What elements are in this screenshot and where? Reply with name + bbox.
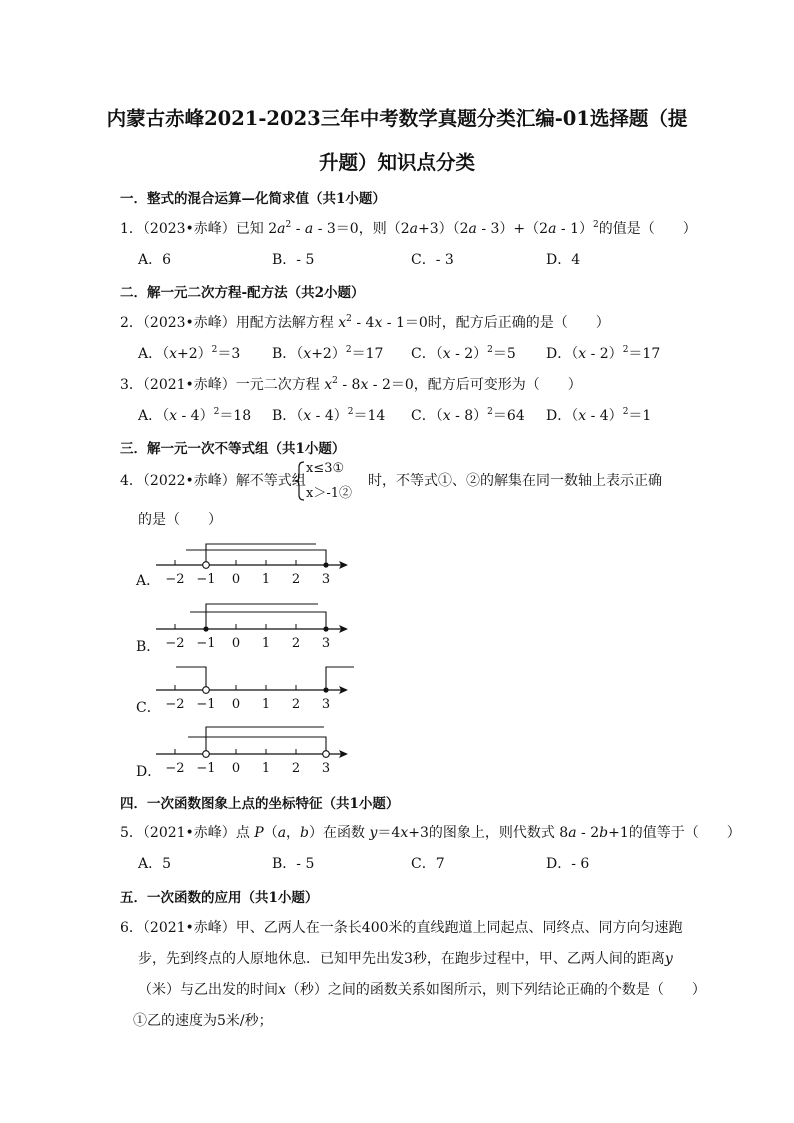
q4-option-d-label[interactable]: D． [136,764,162,780]
q5-text: ）在函数 [309,825,370,841]
opt-text: +2） [177,346,212,362]
q5-text: - 2 [576,825,600,841]
tick-label: −2 [165,636,185,651]
opt-text: - 4） [177,408,214,424]
opt-text: - 4） [586,408,623,424]
q5-option-d[interactable]: D．- 6 [546,856,590,872]
q6-var: x [278,982,286,998]
number-line-d[interactable] [150,724,360,776]
q3-option-a[interactable] [138,405,251,425]
question-source: （2021•赤峰） [142,825,236,841]
question-1 [120,218,697,238]
opt-text: ＝3 [217,346,241,362]
opt-text: D．（ [546,408,579,424]
q5-text: ＝4 [377,825,401,841]
number-line-a[interactable] [150,535,360,587]
page-title-continued [60,147,734,175]
opt-exp: 2 [487,345,493,355]
section-5-heading: 五．一次函数的应用（共1小题） [120,890,319,906]
tick-label: 1 [261,761,271,776]
q3-text: - 8 [337,377,361,393]
q2-option-c[interactable] [411,343,516,363]
q1-option-d[interactable]: D．4 [546,252,581,268]
tick-label: 1 [261,572,271,587]
q2-var: x [338,315,347,331]
question-number: 6． [120,920,143,936]
q5-option-b[interactable]: B．- 5 [272,856,315,872]
q6-statement-1: ①乙的速度为5米/秒； [133,1013,273,1029]
opt-text: B．（ [272,346,304,362]
q1-text: 的值是（ ） [598,221,697,237]
q1-text: 已知 2 [235,221,278,237]
number-line-b[interactable] [150,599,360,651]
tick-label: 2 [291,572,301,587]
opt-text: ＝17 [628,346,661,362]
q4-text-continued: 时，不等式①、②的解集在同一数轴上表示正确 [368,473,662,489]
tick-label: 0 [231,697,241,712]
q2-text: 用配方法解方程 [235,315,339,331]
q1-var: a [409,221,418,237]
opt-var: x [303,346,312,362]
q5-text: +3的图象上，则代数式 8 [408,825,569,841]
tick-label: 0 [231,572,241,587]
tick-label: −1 [196,636,216,651]
number-line-c[interactable] [150,660,360,712]
q6-text: 步，先到终点的人原地休息．已知甲先出发3秒，在跑步过程中，甲、乙两人间的距离 [138,951,665,967]
q1-var: a [548,221,557,237]
q6-text: （米）与乙出发的时间 [138,982,278,998]
q1-text: - [291,221,305,237]
q4-text-line2: 的是（ ） [138,512,222,528]
opt-text: C．（ [411,346,443,362]
q2-var: x [374,315,383,331]
opt-var: x [169,408,178,424]
q5-text: ， [286,825,301,841]
tick-label: −2 [165,697,185,712]
question-6 [120,917,683,937]
q1-text: - 1） [556,221,593,237]
q2-text: - 4 [351,315,375,331]
q5-var: a [277,825,287,841]
section-2-heading: 二．解一元二次方程-配方法（共2小题） [120,285,365,301]
q5-var: b [300,825,310,841]
q1-option-a[interactable]: A．6 [138,252,172,268]
q3-option-d[interactable] [546,405,651,425]
tick-label: 3 [321,572,331,587]
opt-text: - 2） [450,346,488,362]
q2-option-b[interactable] [272,343,383,363]
tick-label: 2 [291,761,301,776]
opt-var: x [578,408,587,424]
page-title [60,103,734,131]
opt-text: ＝64 [492,408,525,424]
question-source: （2022•赤峰） [142,473,236,489]
q5-option-c[interactable]: C．7 [411,856,445,872]
opt-text: C．（ [411,408,443,424]
tick-label: 0 [231,761,241,776]
q3-text: 一元二次方程 [235,377,325,393]
tick-label: 3 [321,636,331,651]
q3-var: x [360,377,369,393]
q1-text: - 3）+（2 [476,221,549,237]
question-source: （2021•赤峰） [142,377,236,393]
q4-option-c-label[interactable]: C． [136,700,161,716]
q1-option-b[interactable]: B．- 5 [272,252,315,268]
q5-var: b [599,825,609,841]
tick-label: 3 [321,761,331,776]
question-source: （2023•赤峰） [142,221,236,237]
q6-text: （秒）之间的函数关系如图所示，则下列结论正确的个数是（ ） [285,982,706,998]
q2-text: - 1＝0时，配方后正确的是（ ） [382,315,610,331]
opt-text: D．（ [546,346,579,362]
system-brace [294,461,306,501]
q2-exp: 2 [346,314,352,324]
opt-exp: 2 [213,407,220,417]
opt-text: ＝17 [351,346,384,362]
q2-option-a[interactable] [138,343,240,363]
q1-text: - 3＝0，则（2 [313,221,410,237]
title-line-1: 内蒙古赤峰2021-2023三年中考数学真题分类汇编-01选择题（提 [106,107,688,130]
tick-label: 3 [321,697,331,712]
q5-var: x [400,825,409,841]
question-number: 2． [120,315,143,331]
question-number: 4． [120,473,143,489]
q5-text: +1的值等于（ ） [608,825,741,841]
opt-exp: 2 [211,345,218,355]
q6-text-line1: （2021•赤峰）甲、乙两人在一条长400米的直线跑道上同起点、同终点、同方向匀速跑 [142,920,683,936]
question-number: 3． [120,377,143,393]
q6-text-line3 [138,979,706,999]
q3-option-c[interactable] [411,405,525,425]
q4-text: 解不等式组 [235,473,306,489]
q5-option-a[interactable]: A．5 [138,856,172,872]
tick-label: 1 [261,636,271,651]
q5-var: a [568,825,577,841]
opt-var: x [578,346,587,362]
q1-var: a [468,221,477,237]
q4-option-a-label[interactable]: A． [136,573,161,589]
opt-var: x [169,346,178,362]
opt-exp: 2 [347,407,354,417]
opt-exp: 2 [622,407,629,417]
q3-exp: 2 [332,376,338,386]
q5-var: P [254,825,264,841]
tick-label: −2 [165,761,185,776]
question-2 [120,312,610,332]
opt-text: ＝5 [492,346,516,362]
opt-exp: 2 [345,345,352,355]
q1-text: +3）（2 [417,221,469,237]
tick-label: 2 [291,697,301,712]
q3-text: - 2＝0，配方后可变形为（ ） [368,377,582,393]
opt-text: +2） [311,346,346,362]
q6-var: y [664,951,673,967]
tick-label: 2 [291,636,301,651]
inequality-2: x＞-1② [306,486,352,501]
q1-var: a [304,221,314,237]
q1-option-c[interactable]: C．- 3 [411,252,454,268]
tick-label: −1 [196,761,216,776]
section-4-heading: 四．一次函数图象上点的坐标特征（共1小题） [120,796,400,812]
opt-text: B．（ [272,408,304,424]
opt-text: - 4） [311,408,348,424]
q5-var: y [369,825,378,841]
q6-text-line2 [138,948,673,968]
q1-exp: 2 [592,220,599,230]
q2-option-d[interactable] [546,343,660,363]
opt-text: - 8） [450,408,488,424]
question-4 [120,470,306,490]
tick-label: 1 [261,697,271,712]
question-source: （2023•赤峰） [142,315,236,331]
q5-text: （ [263,825,278,841]
opt-text: - 2） [586,346,623,362]
section-1-heading: 一．整式的混合运算—化简求值（共1小题） [120,191,386,207]
opt-var: x [442,346,451,362]
question-number: 5． [120,825,143,841]
inequality-1: x≤3① [306,461,345,476]
tick-label: −1 [196,697,216,712]
opt-exp: 2 [487,407,493,417]
question-5 [120,822,741,842]
opt-text: ＝14 [353,408,386,424]
question-number: 1． [120,221,143,237]
q3-var: x [324,377,333,393]
title-line-2: 升题）知识点分类 [318,151,475,174]
opt-text: ＝1 [628,408,652,424]
q5-text: 点 [235,825,255,841]
tick-label: −2 [165,572,185,587]
opt-text: A．（ [138,346,170,362]
q1-var: a [277,221,286,237]
opt-text: A．（ [138,408,170,424]
q1-exp: 2 [285,220,292,230]
tick-label: −1 [196,572,216,587]
opt-var: x [442,408,451,424]
tick-label: 0 [231,636,241,651]
q3-option-b[interactable] [272,405,385,425]
q4-option-b-label[interactable]: B． [136,639,161,655]
opt-exp: 2 [622,345,629,355]
section-3-heading: 三．解一元一次不等式组（共1小题） [120,441,346,457]
opt-var: x [303,408,312,424]
question-3 [120,374,582,394]
opt-text: ＝18 [219,408,252,424]
